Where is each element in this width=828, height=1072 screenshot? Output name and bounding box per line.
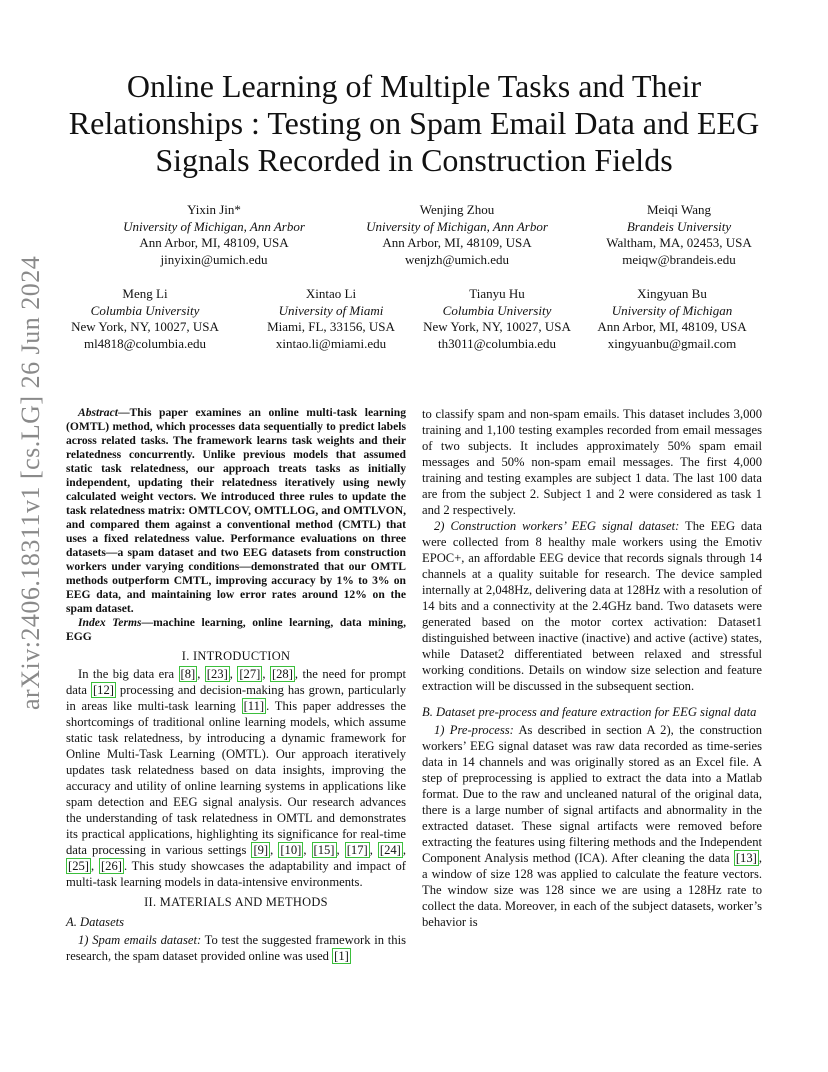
author-email: th3011@columbia.edu [438, 335, 556, 351]
author-email: ml4818@columbia.edu [83, 335, 207, 351]
author-block [45, 286, 245, 352]
preprocess-paragraph: 1) Pre-process: As described in section A 2), the construction workers’ EEG signal dataset was raw data recorded as time-series data in 14 channels and was originally stored as an Excel file. A step of preprocessing is applied to extract the data into a Matlab format. Due to the raw and uncleaned natural of the original data, there is a large number of signal artifacts and abnormality in the extracted dataset. These signal artifacts were removed before extracting the features using filtering methods and the Independent Component Analysis method (ICA). After cleaning the data [13] , a window of size 128 was applied to calculate the feature vectors. The window size was 128 since we are using a 128Hz rate to collect the data. Moreover, in each of the subject datasets, worker’s behavior is [422, 723, 762, 929]
citation-link[interactable]: [1] [334, 949, 349, 963]
section-heading-introduction: I. INTRODUCTION [181, 649, 291, 663]
author-block [357, 202, 557, 268]
eeg-dataset-paragraph: 2) Construction workers’ EEG signal dataset: The EEG data were collected from 8 healthy male workers using the Emotiv EPOC+, an affordable EEG device that records signals through 14 channels at a quality suitable for research. The device sampled internally at 2,048Hz, delivering data at 128Hz with a resolution of 14 bits and a connectivity at the 2.4GHz band. Two datasets were generated based on the motor cortex activation: Dataset1 distinguished between inactive (inactive) and active (active) states, while Dataset2 differentiated between relaxed and stressful working conditions. Details on window size selection and feature extraction will be discussed in the subsequent section. [422, 519, 762, 693]
arxiv-identifier: arXiv:2406.18311v1 [cs.LG] 26 Jun 2024 [16, 255, 45, 710]
author-block [397, 286, 597, 352]
author-affiliation: University of Miami [278, 302, 384, 318]
citation-link[interactable]: [17] [346, 843, 368, 857]
author-affiliation: Columbia University [90, 302, 200, 318]
citation-link[interactable]: [9] [253, 843, 269, 857]
citation-link[interactable]: [23] [206, 667, 228, 681]
author-email: xintao.li@miami.edu [275, 335, 387, 351]
author-block [579, 202, 779, 268]
abstract [66, 406, 406, 616]
abstract-label: Abstract [78, 406, 118, 419]
author-address: New York, NY, 10027, USA [423, 319, 571, 334]
author-email: wenjzh@umich.edu [404, 251, 510, 267]
index-terms-label: Index Terms [78, 616, 142, 629]
citation-link[interactable]: [28] [271, 667, 293, 681]
author-name: Xintao Li [305, 286, 357, 301]
author-name: Meng Li [122, 286, 168, 301]
section-heading-materials-methods: II. MATERIALS AND METHODS [144, 895, 328, 909]
author-affiliation: University of Michigan, Ann Arbor [123, 218, 305, 234]
arxiv-sidebar [10, 255, 50, 710]
paper-title: Online Learning of Multiple Tasks and Their Relationships : Testing on Spam Email Data and EEG Signals Recorded in Construction Fields [68, 68, 760, 178]
right-column [422, 406, 762, 930]
author-address: Waltham, MA, 02453, USA [606, 235, 752, 250]
author-email: meiqw@brandeis.edu [622, 251, 736, 267]
citation-link[interactable]: [26] [100, 859, 122, 873]
author-name: Meiqi Wang [646, 202, 712, 217]
abstract-text: —This paper examines an online multi-task learning (OMTL) method, which processes data sequentially to predict labels across related tasks. The framework learns task weights and their relatedness concurrently. Unlike previous models that assumed static task relatedness, our approach treats tasks as initially independent, updating their relatedness iteratively using newly calculated weight vectors. We introduced three rules to update the task relatedness matrix: OMTLCOV, OMTLLOG, and OMTLVON, and compared them against a conventional method (CMTL) that uses a fixed relatedness value. Performance evaluations on three datasets—a spam dataset and two EEG datasets from construction workers under varying conditions—demonstrated that our OMTL methods outperform CMTL, improving accuracy by 1% to 3% on EEG data, and maintaining low error rates around 12% on the spam dataset. [66, 406, 406, 615]
author-block [114, 202, 314, 268]
author-block [572, 286, 772, 352]
paragraph-label: 1) Pre-process: [434, 723, 514, 737]
author-address: New York, NY, 10027, USA [71, 319, 219, 334]
citation-link[interactable]: [8] [180, 667, 196, 681]
index-terms-text: —machine learning, online learning, data mining, EGG [66, 616, 406, 643]
paragraph-label: 2) Construction workers’ EEG signal dataset: [434, 519, 680, 533]
spam-dataset-paragraph: 1) Spam emails dataset: To test the suggested framework in this research, the spam dataset provided online was used [1] [66, 933, 407, 963]
author-email: xingyuanbu@gmail.com [607, 335, 737, 351]
index-terms [66, 616, 406, 644]
author-address: Ann Arbor, MI, 48109, USA [382, 235, 532, 250]
author-address: Miami, FL, 33156, USA [267, 319, 395, 334]
subsection-heading-preprocess: B. Dataset pre-process and feature extraction for EEG signal data [422, 705, 757, 719]
author-email: jinyixin@umich.edu [160, 251, 268, 267]
paragraph-label: 1) Spam emails dataset: [78, 933, 202, 947]
citation-link[interactable]: [10] [280, 843, 302, 857]
author-name: Wenjing Zhou [419, 202, 495, 217]
spam-dataset-paragraph-continued: to classify spam and non-spam emails. This dataset includes 3,000 training and 1,100 testing examples recorded from email messages of two subjects. It includes approximately 50% spam email messages and 50% non-spam email messages. The first 4,000 training and testing examples are subject 1 data. The last 100 data are from the subject 2. Subject 1 and 2 were considered as task 1 and 2 respectively. [422, 407, 762, 517]
author-affiliation: University of Michigan [611, 302, 733, 318]
citation-link[interactable]: [11] [243, 699, 265, 713]
citation-link[interactable]: [24] [379, 843, 401, 857]
citation-link[interactable]: [12] [92, 683, 114, 697]
citation-link[interactable]: [25] [68, 859, 89, 873]
citation-link[interactable]: [15] [313, 843, 335, 857]
citation-link[interactable]: [13] [735, 851, 757, 865]
introduction-paragraph: In the big data era [8] , [23] , [27] , [28] , the need for prompt data [12] processing and decision-making has grown, particularly in areas like multi-task learning [11] . This paper addresses the shortcomings of traditional online learning models, which assume static task relatedness, by introducing a dynamic framework for Online Multi-Task Learning (OMTL). Our approach iteratively updates task relatedness based on data insights, improving the accuracy and utility of online learning systems in applications like spam detection and EEG signal analysis. Our research advances the understanding of task relatedness in OMTL and demonstrates its practical applications, highlighting its significance for real-time data processing in various settings [9] , [10] , [15] , [17] , [24] , [25] , [26] . This study showcases the adaptability and impact of multi-task learning models in data-intensive environments. [66, 667, 407, 889]
author-name: Xingyuan Bu [637, 286, 707, 301]
left-column [66, 406, 406, 964]
citation-link[interactable]: [27] [239, 667, 261, 681]
subsection-heading-datasets: A. Datasets [66, 915, 125, 929]
author-affiliation: Columbia University [442, 302, 552, 318]
author-name: Tianyu Hu [469, 286, 525, 301]
author-affiliation: University of Michigan, Ann Arbor [366, 218, 548, 234]
author-name: Yixin Jin* [187, 202, 241, 217]
author-address: Ann Arbor, MI, 48109, USA [597, 319, 747, 334]
author-affiliation: Brandeis University [626, 218, 732, 234]
author-address: Ann Arbor, MI, 48109, USA [139, 235, 289, 250]
